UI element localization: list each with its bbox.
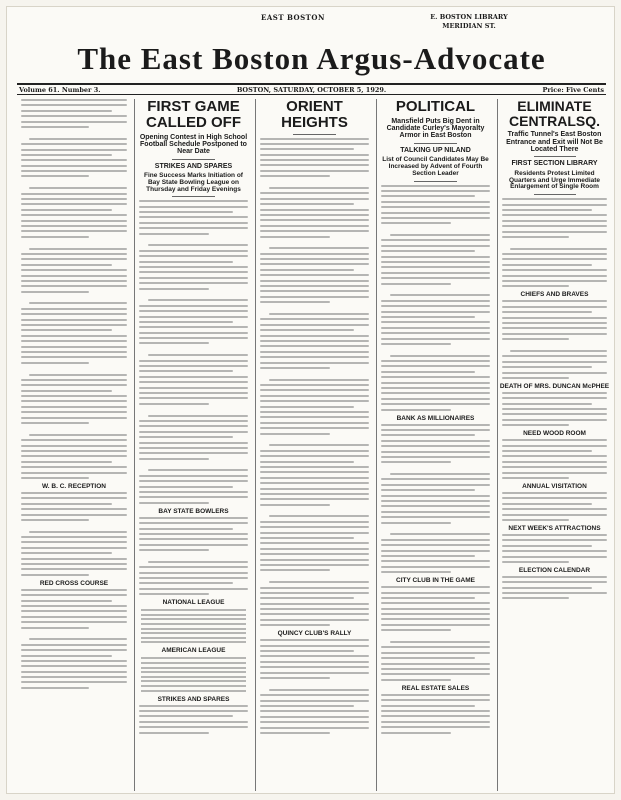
volume-number: Volume 61. Number 3. — [19, 86, 101, 94]
headline-orient-heights: ORIENT HEIGHTS — [281, 99, 348, 131]
subhead-city-club: CITY CLUB IN THE GAME — [396, 577, 475, 585]
dateline-bar — [17, 83, 606, 95]
column-5-text — [498, 198, 611, 287]
stamp-line-2: MERIDIAN ST. — [442, 22, 496, 30]
subhead-american-league: AMERICAN LEAGUE — [161, 647, 226, 655]
column-1 — [17, 99, 131, 791]
subhead-need-wood-room: NEED WOOD ROOM — [523, 430, 586, 438]
subhead-mansfield: Mansfield Puts Big Dent in Candidate Curley's Mayoralty Armor in East Boston — [386, 117, 485, 140]
subhead-election-calendar: ELECTION CALENDAR — [518, 566, 591, 574]
standings-table-national — [141, 609, 246, 643]
column-5 — [497, 99, 611, 791]
subhead-opening-contest: Opening Contest in High School Football Schedule Postponed to Near Date — [139, 133, 248, 156]
library-stamp-right — [409, 13, 529, 31]
subhead-strikes-spares-2: STRIKES AND SPARES — [157, 695, 230, 703]
subhead-talking-niland: TALKING UP NILAND — [400, 146, 471, 154]
column-4-text — [377, 185, 494, 411]
standings-table-american — [141, 657, 246, 691]
issue-date: BOSTON, SATURDAY, OCTOBER 5, 1929. — [236, 86, 387, 94]
subhead-bay-state-bowlers: BAY STATE BOWLERS — [158, 507, 229, 515]
subhead-first-section-library: FIRST SECTION LIBRARY — [511, 160, 598, 168]
subhead-red-cross-course: RED CROSS COURSE — [39, 579, 109, 587]
issue-price: Price: Five Cents — [542, 86, 604, 94]
column-4 — [376, 99, 494, 791]
column-3-text — [256, 138, 373, 627]
subhead-chiefs-braves: CHIEFS AND BRAVES — [520, 291, 589, 299]
headline-eliminate-central-sq: ELIMINATE CENTRALSQ. — [509, 99, 600, 129]
subhead-bank-millionaires: BANK AS MILLIONAIRES — [396, 414, 475, 422]
column-2-text-3 — [135, 705, 252, 734]
column-5-text-3 — [498, 392, 611, 426]
column-1-text-3 — [17, 589, 131, 689]
subhead-real-estate-sales: REAL ESTATE SALES — [401, 684, 470, 692]
column-4-text-4 — [377, 694, 494, 734]
subhead-strikes-spares: STRIKES AND SPARES — [154, 162, 233, 170]
column-2 — [134, 99, 252, 791]
column-3-text-2 — [256, 639, 373, 734]
subhead-council-candidates: List of Council Candidates May Be Increased by Advent of Fourth Section Leader — [382, 156, 489, 177]
headline-political: POLITICAL — [395, 99, 476, 115]
column-4-text-2 — [377, 424, 494, 574]
subhead-next-weeks-attractions: NEXT WEEK'S ATTRACTIONS — [508, 524, 601, 532]
subhead-traffic-tunnel: Traffic Tunnel's East Boston Entrance and Exit will Not Be Located There — [506, 131, 603, 154]
subhead-national-league: NATIONAL LEAGUE — [162, 599, 225, 607]
divider — [172, 159, 216, 160]
column-5-text-2 — [498, 300, 611, 378]
masthead-title: The East Boston Argus-Advocate — [77, 41, 546, 76]
divider — [293, 134, 337, 135]
subhead-wbc-reception: W. B. C. RECEPTION — [42, 482, 106, 490]
divider — [534, 156, 576, 157]
column-5-text-4 — [498, 439, 611, 479]
column-4-text-3 — [377, 586, 494, 681]
newspaper-page — [6, 6, 615, 794]
column-3 — [255, 99, 373, 791]
column-1-text — [17, 99, 131, 479]
divider — [414, 181, 458, 182]
column-5-text-6 — [498, 534, 611, 563]
subhead-quincy-club: QUINCY CLUB'S RALLY — [277, 630, 352, 638]
divider — [172, 196, 216, 197]
column-2-text-2 — [135, 517, 252, 595]
column-2-text — [135, 200, 252, 503]
divider — [534, 194, 576, 195]
subhead-death-mrs-mcphee: DEATH OF MRS. DUNCAN McPHEE — [499, 382, 610, 390]
library-stamp-left: EAST BOSTON — [261, 13, 325, 22]
headline-first-game: FIRST GAME CALLED OFF — [146, 99, 241, 131]
stamp-line-1: E. BOSTON LIBRARY — [430, 13, 508, 21]
subhead-bowling-league: Fine Success Marks Initiation of Bay State Bowling League on Thursday and Friday Evenings — [144, 171, 243, 193]
column-1-text-2 — [17, 492, 131, 576]
divider — [414, 143, 458, 144]
column-5-text-7 — [498, 576, 611, 600]
subhead-annual-visitation: ANNUAL VISITATION — [522, 482, 587, 490]
column-5-text-5 — [498, 492, 611, 521]
subhead-residents-protest: Residents Protest Limited Quarters and Urge Immediate Enlargement of Single Room — [508, 169, 601, 191]
